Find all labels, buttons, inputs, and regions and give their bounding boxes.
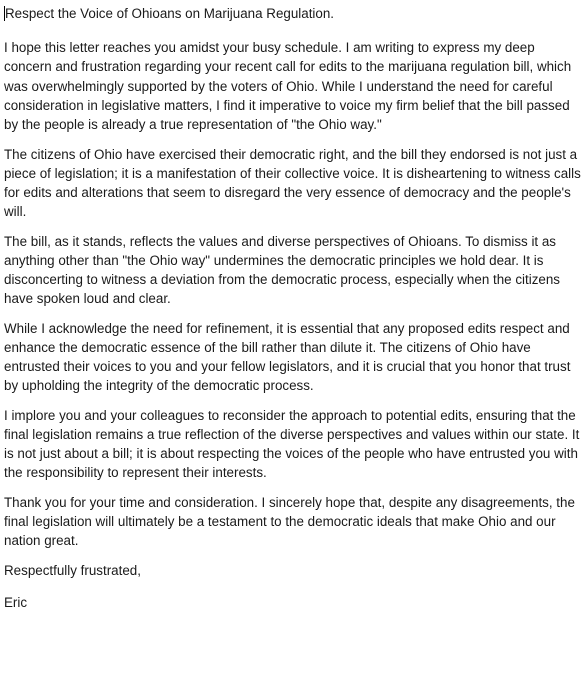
letter-title: Respect the Voice of Ohioans on Marijuana Regulation.: [5, 6, 335, 21]
paragraph-2: The citizens of Ohio have exercised their democratic right, and the bill they endorsed is not just a piece of legislation; it is a manifestation of their collective voice. It is disheartening to witness calls for edits and alterations that seem to disregard the very essence of democracy and the people's will.: [4, 146, 581, 220]
paragraph-4: While I acknowledge the need for refinement, it is essential that any proposed edits respect and enhance the democratic essence of the bill rather than dilute it. The citizens of Ohio have entrusted their voices to you and your fellow legislators, and it is crucial that you honor that trust by upholding the integrity of the democratic process.: [4, 320, 571, 394]
paragraph-5: I implore you and your colleagues to reconsider the approach to potential edits, ensuring that the final legislation remains a true reflection of the diverse perspectives and values within our state. It is not just about a bill; it is about respecting the voices of the people who have entrusted you with the responsibility to represent their interests.: [4, 407, 580, 481]
paragraph-6: Thank you for your time and consideration. I sincerely hope that, despite any disagreements, the final legislation will ultimately be a testament to the democratic ideals that make Ohio and our nation great.: [4, 494, 575, 549]
letter-title-line: [4, 4, 581, 23]
paragraph-1: I hope this letter reaches you amidst your busy schedule. I am writing to express my deep concern and frustration regarding your recent call for edits to the marijuana regulation bill, which was overwhelmingly supported by the voters of Ohio. While I understand the need for careful consideration in legislative matters, I find it imperative to voice my firm belief that the bill passed by the people is already a true representation of "the Ohio way.": [4, 40, 572, 133]
closing-line: Respectfully frustrated,: [4, 562, 141, 578]
signature: Eric: [4, 594, 28, 610]
paragraph-3: The bill, as it stands, reflects the values and diverse perspectives of Ohioans. To dismiss it as anything other than "the Ohio way" undermines the democratic principles we hold dear. It is disconcerting to witness a deviation from the democratic process, especially when the citizens have spoken loud and clear.: [4, 233, 560, 307]
